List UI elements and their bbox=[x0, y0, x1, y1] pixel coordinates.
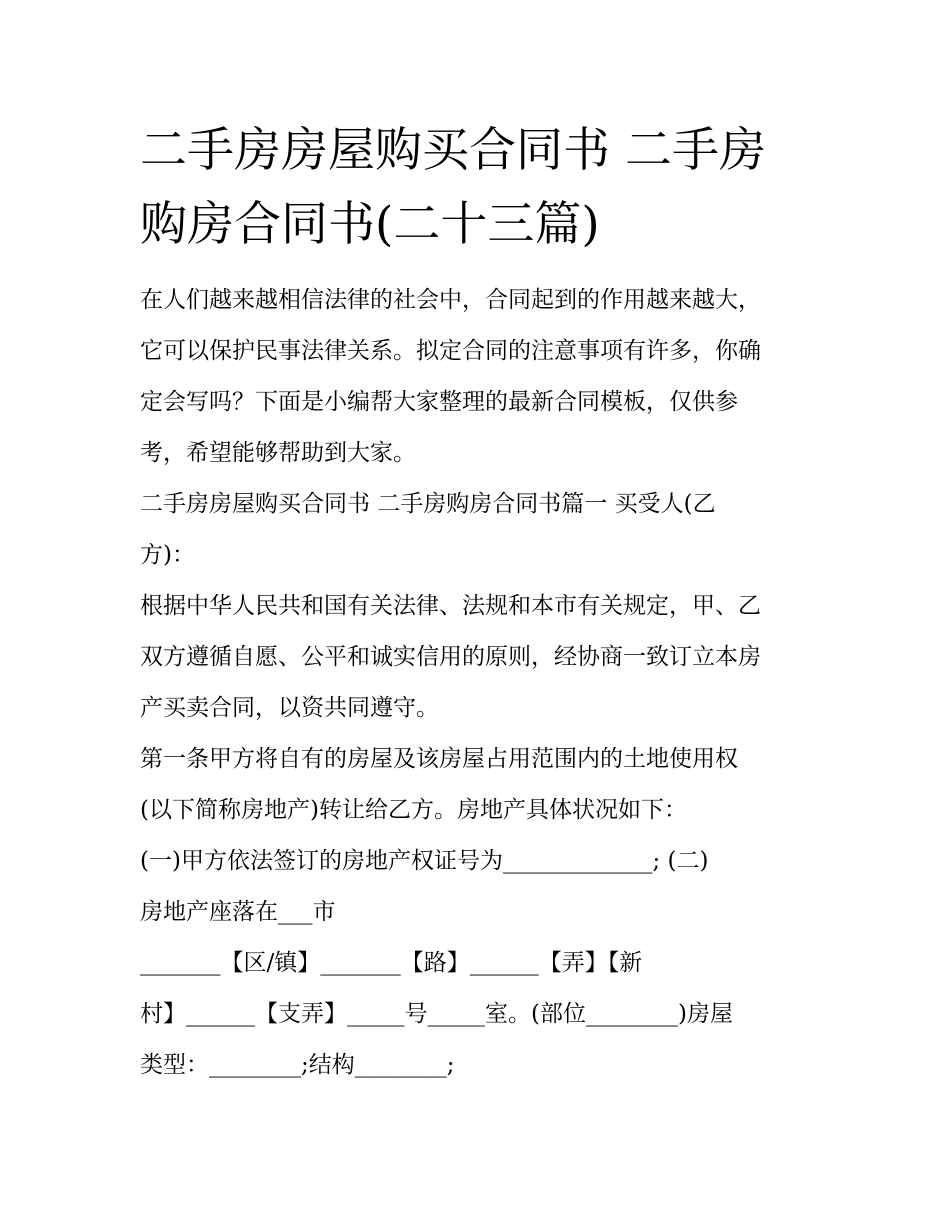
body-text-line: 考，希望能够帮助到大家。 bbox=[140, 440, 416, 466]
body-text-line: 在人们越来越相信法律的社会中，合同起到的作用越来越大， bbox=[140, 287, 761, 313]
body-text-line: 村】______【支弄】_____号_____室。(部位________)房屋 bbox=[140, 1001, 733, 1027]
body-text-line: 根据中华人民共和国有关法律、法规和本市有关规定，甲、乙 bbox=[140, 593, 761, 619]
body-text-line: (以下简称房地产)转让给乙方。房地产具体状况如下： bbox=[140, 797, 687, 823]
body-text-line: _______【区/镇】_______【路】______【弄】【新 bbox=[140, 950, 643, 976]
body-text-line: 方)： bbox=[140, 542, 195, 568]
document-title bbox=[140, 114, 820, 262]
body-text-line: 产买卖合同，以资共同遵守。 bbox=[140, 695, 439, 721]
body-text-line: 双方遵循自愿、公平和诚实信用的原则，经协商一致订立本房 bbox=[140, 644, 761, 670]
body-text-line: 房地产座落在___市 bbox=[140, 899, 336, 925]
title-line: 购房合同书(二十三篇) bbox=[140, 197, 600, 252]
body-text-line: 第一条甲方将自有的房屋及该房屋占用范围内的土地使用权 bbox=[140, 746, 738, 772]
body-text-line: 它可以保护民事法律关系。拟定合同的注意事项有许多，你确 bbox=[140, 338, 761, 364]
title-line: 二手房房屋购买合同书 二手房 bbox=[140, 123, 766, 178]
body-text-line: 二手房房屋购买合同书 二手房购房合同书篇一 买受人(乙 bbox=[140, 491, 716, 517]
body-text-line: (一)甲方依法签订的房地产权证号为_____________; (二) bbox=[140, 848, 709, 874]
body-text-line: 定会写吗？下面是小编帮大家整理的最新合同模板，仅供参 bbox=[140, 389, 738, 415]
body-text-line: 类型：________;结构________; bbox=[140, 1052, 455, 1078]
